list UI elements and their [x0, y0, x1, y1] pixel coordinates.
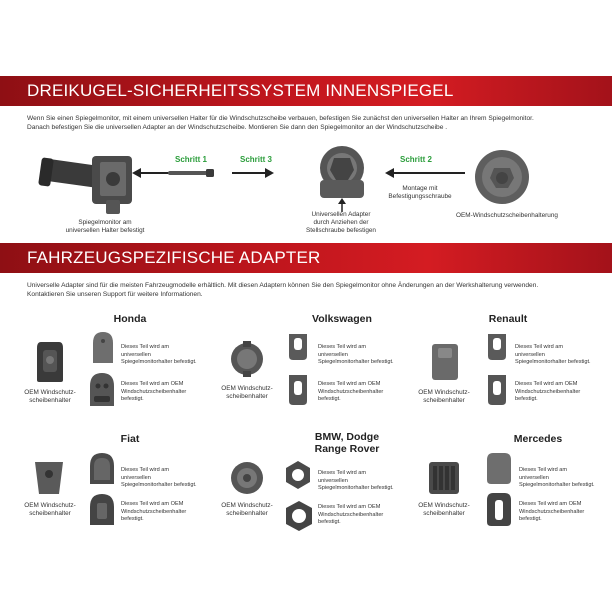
renault-oem-desc: Dieses Teil wird am OEM Windschutzscheibenhalter befestigt.: [515, 381, 581, 402]
label-monitor: Spiegelmonitor am universellen Halter befestigt: [65, 219, 145, 234]
honda-oem-part: [88, 372, 116, 408]
bmw-oem-image: [229, 460, 265, 496]
renault-universal-part: [485, 332, 509, 362]
bmw-universal-part: [284, 460, 312, 490]
mercedes-oem-label: OEM Windschutz- scheibenhalter: [418, 502, 470, 517]
mercedes-universal-part: [485, 452, 513, 486]
vw-universal-part: [286, 332, 310, 362]
arrow-step1: [132, 166, 172, 180]
vw-universal-desc: Dieses Teil wird am universellen Spiegelmonitorhalter befestigt.: [318, 344, 394, 365]
bmw-oem-label: OEM Windschutz- scheibenhalter: [221, 502, 273, 517]
section1-title: DREIKUGEL-SICHERHEITSSYSTEM INNENSPIEGEL: [27, 81, 454, 100]
arrow-step2: [385, 166, 465, 180]
brand-bmw: BMW, Dodge Range Rover: [314, 431, 380, 455]
vw-oem-image: [228, 340, 266, 378]
mirror-monitor-image: [40, 152, 140, 217]
brand-mercedes: Mercedes: [513, 433, 563, 445]
renault-oem-image: [430, 342, 460, 382]
fiat-oem-desc: Dieses Teil wird am OEM Windschutzscheibenhalter befestigt.: [121, 501, 187, 522]
step3-label: Schritt 3: [240, 155, 273, 164]
oem-mount-image: [472, 148, 532, 206]
step2-label: Schritt 2: [400, 155, 433, 164]
label-oem-mount: OEM-Windschutzscheibenhalterung: [456, 212, 558, 219]
label-screw-mount: Montage mit Befestigungsschraube: [388, 185, 452, 200]
brand-honda: Honda: [113, 313, 147, 325]
mercedes-oem-part: [485, 492, 513, 528]
universal-adapter-image: [312, 144, 372, 202]
honda-universal-part: [91, 331, 115, 365]
section2-banner: [0, 243, 612, 273]
vw-oem-label: OEM Windschutz- scheibenhalter: [221, 385, 273, 400]
arrow-up: [336, 198, 348, 212]
honda-oem-image: [35, 340, 65, 384]
fiat-oem-part: [88, 493, 116, 527]
section2-intro: Universelle Adapter sind für die meisten Fahrzeugmodelle erhältlich. Mit diesen Adaptern können Sie den Spiegelmonitor ohne Änderungen an der Werkshalterung verwenden. Kontaktieren Sie unseren Support für weitere Informationen.: [27, 282, 539, 298]
mercedes-universal-desc: Dieses Teil wird am universellen Spiegelmonitorhalter befestigt.: [519, 467, 595, 488]
bmw-oem-part: [284, 500, 314, 532]
mercedes-oem-image: [427, 460, 461, 496]
vw-oem-part: [286, 373, 310, 407]
section1-intro: Wenn Sie einen Spiegelmonitor, mit einem universellen Halter für die Windschutzscheibe verbauen, befestigen Sie zunächst den universellen Halter an Ihrem Spiegelmonitor. Danach befestigen Sie die universellen Adapter an der Windschutzscheibe. Montieren Sie dann den Spiegelmonitor an der Windschutzscheibe .: [27, 115, 534, 131]
renault-oem-part: [485, 373, 509, 407]
honda-oem-label: OEM Windschutz- scheibenhalter: [24, 389, 76, 404]
label-adapter: Universellen Adapter durch Anziehen der Stellschraube befestigen: [306, 211, 376, 234]
fiat-oem-label: OEM Windschutz- scheibenhalter: [24, 502, 76, 517]
section2-title: FAHRZEUGSPEZIFISCHE ADAPTER: [27, 248, 321, 267]
bmw-universal-desc: Dieses Teil wird am universellen Spiegelmonitorhalter befestigt.: [318, 470, 394, 491]
arrow-step3: [232, 166, 274, 180]
vw-oem-desc: Dieses Teil wird am OEM Windschutzscheibenhalter befestigt.: [318, 381, 384, 402]
screw-image: [168, 168, 216, 178]
fiat-universal-desc: Dieses Teil wird am universellen Spiegelmonitorhalter befestigt.: [121, 467, 197, 488]
section1-banner: [0, 76, 612, 106]
honda-oem-desc: Dieses Teil wird am OEM Windschutzscheibenhalter befestigt.: [121, 381, 187, 402]
mercedes-oem-desc: Dieses Teil wird am OEM Windschutzscheibenhalter befestigt.: [519, 501, 585, 522]
brand-renault: Renault: [488, 313, 528, 325]
honda-universal-desc: Dieses Teil wird am universellen Spiegelmonitorhalter befestigt.: [121, 344, 197, 365]
brand-fiat: Fiat: [120, 433, 140, 445]
renault-oem-label: OEM Windschutz- scheibenhalter: [418, 389, 470, 404]
bmw-oem-desc: Dieses Teil wird am OEM Windschutzscheibenhalter befestigt.: [318, 504, 384, 525]
renault-universal-desc: Dieses Teil wird am universellen Spiegelmonitorhalter befestigt.: [515, 344, 591, 365]
fiat-universal-part: [88, 452, 116, 486]
step1-label: Schritt 1: [175, 155, 208, 164]
brand-volkswagen: Volkswagen: [312, 313, 372, 325]
fiat-oem-image: [33, 460, 65, 496]
